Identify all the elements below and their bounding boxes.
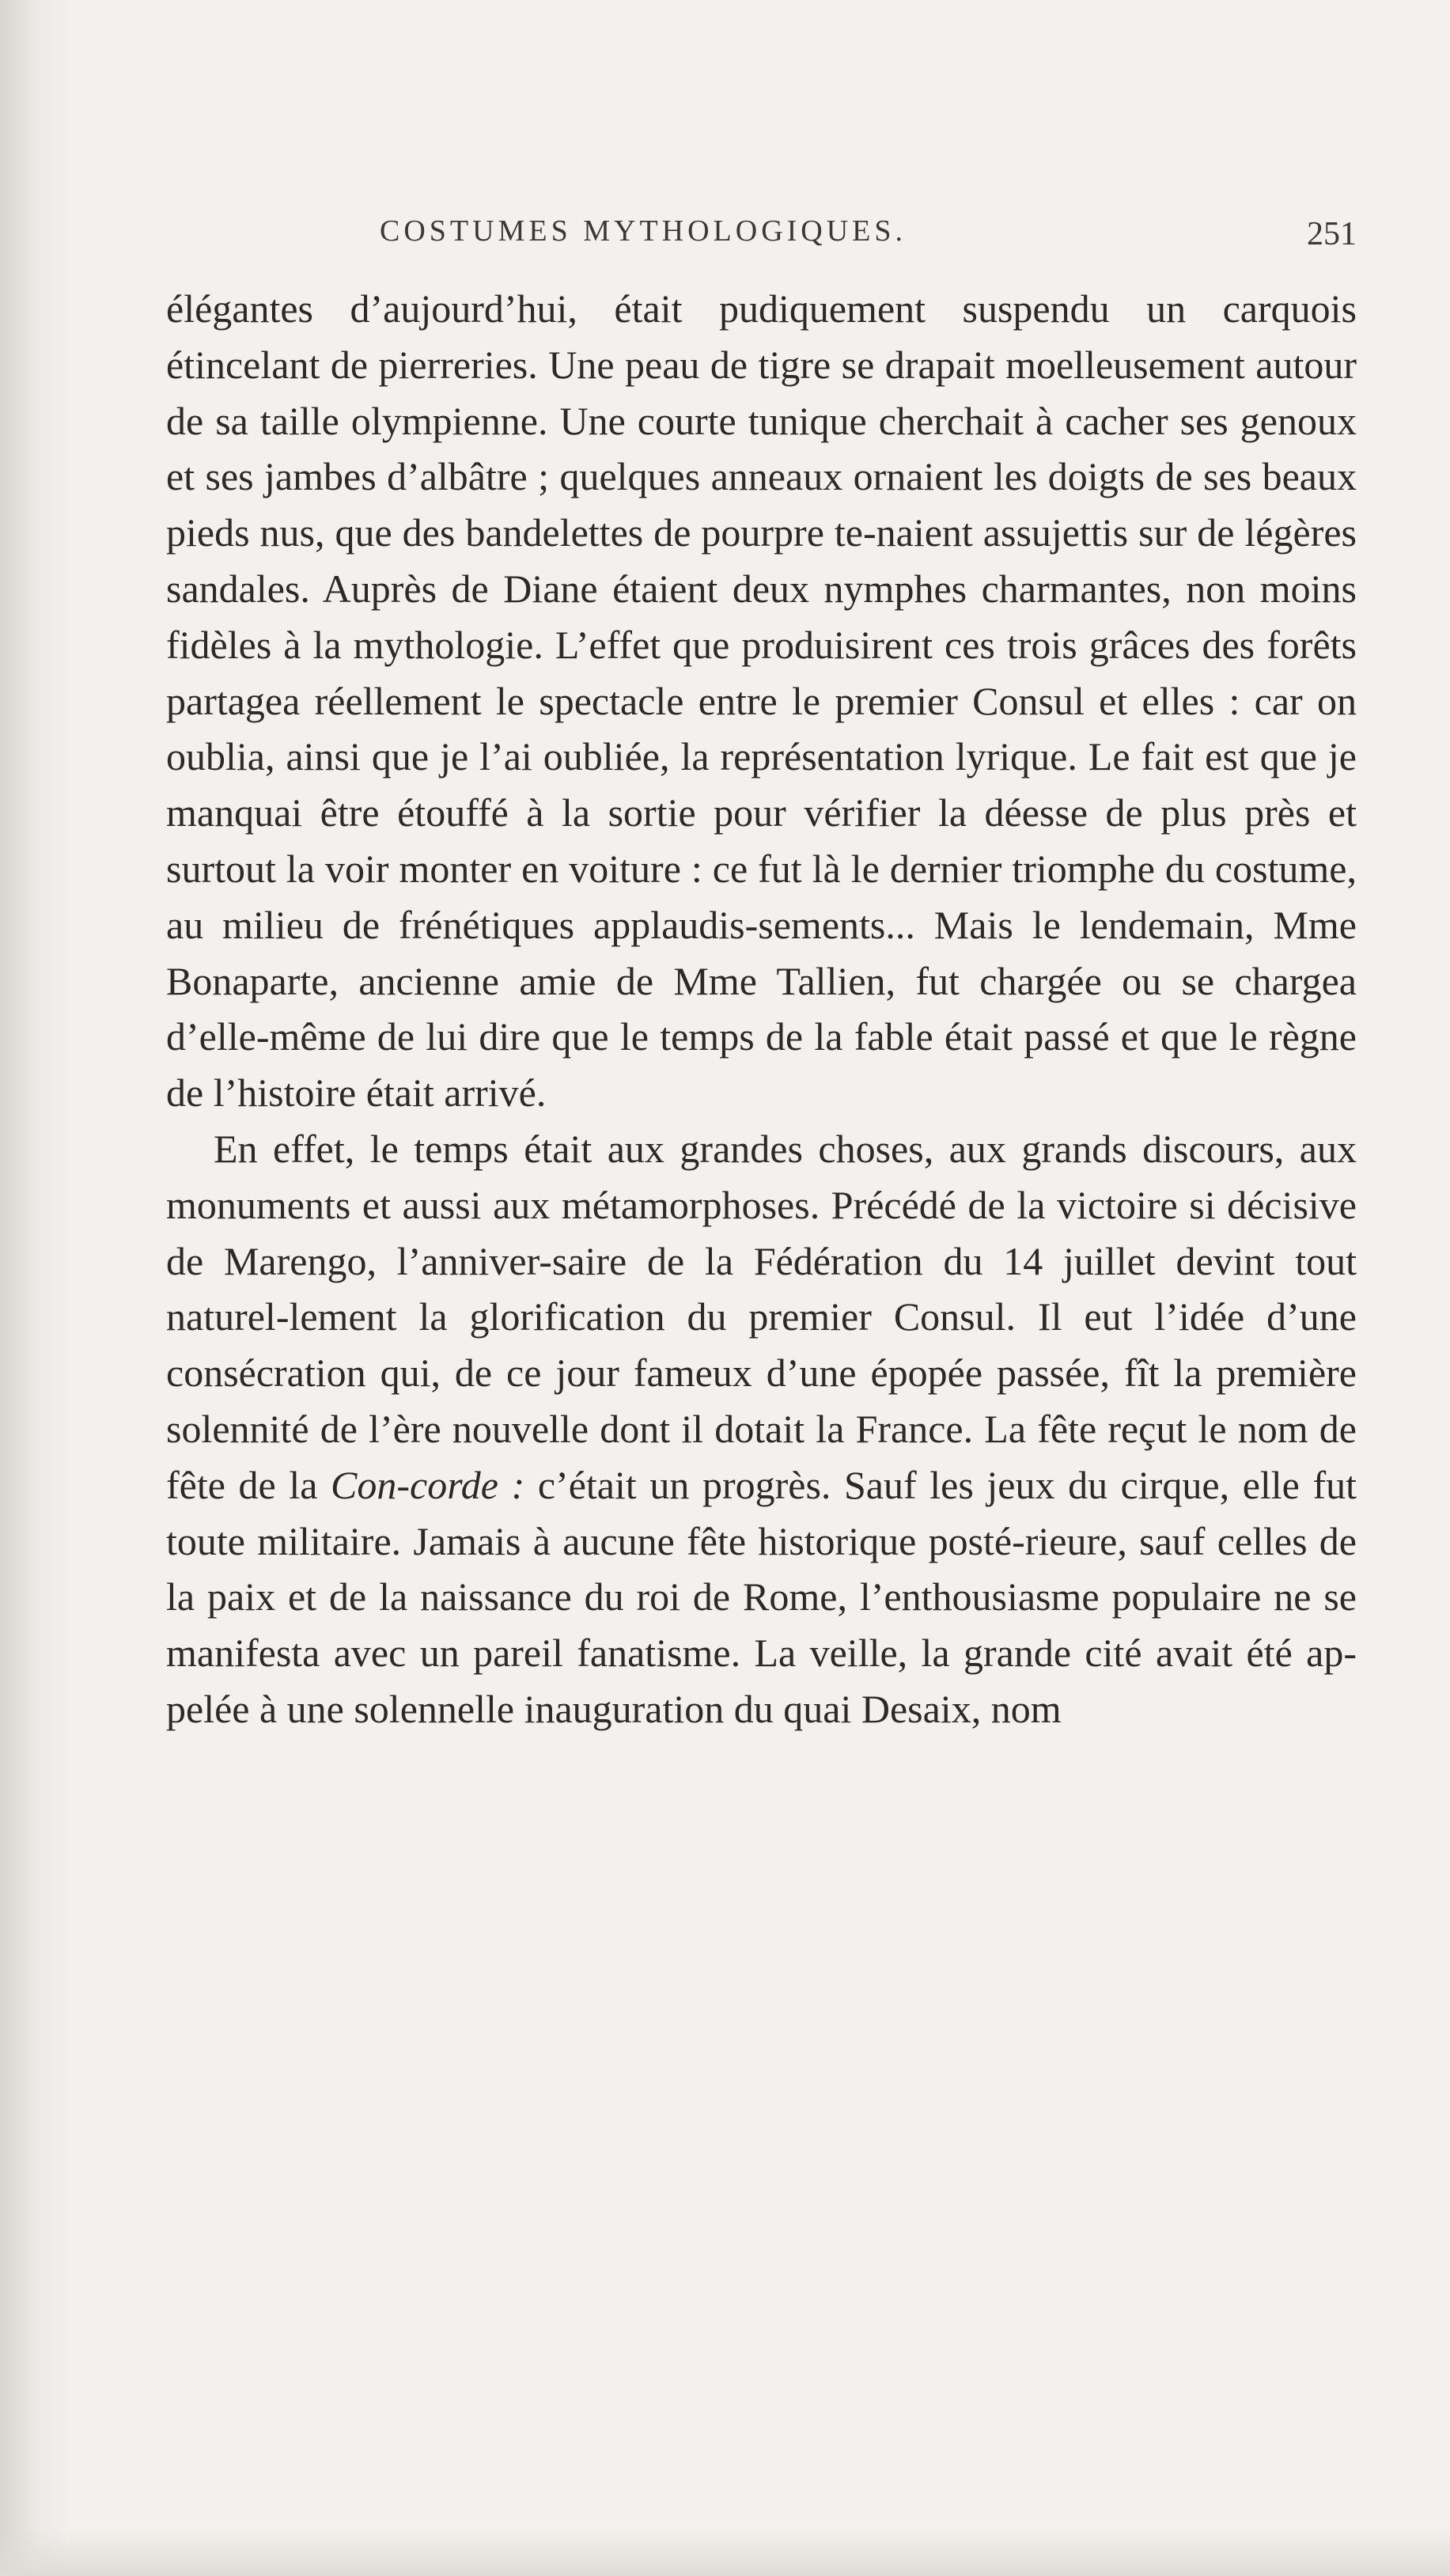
page-number: 251 (1307, 216, 1357, 252)
running-title: COSTUMES MYTHOLOGIQUES. (380, 214, 907, 248)
body-text (166, 281, 1357, 1737)
running-head (166, 214, 1357, 261)
paragraph-2-italic-concorde: Con-corde : (331, 1462, 525, 1507)
page-edge-shadow (0, 0, 71, 2576)
paragraph-2-part-1: En effet, le temps était aux grandes choses, aux grands discours, aux monuments et aussi aux métamorphoses. Précédé de la victoire si décisive de Marengo, l’anniver-saire de la Fédération du 14 juillet devint tout naturel-lement la glorification du premier Consul. Il eut l’idée d’une consécration qui, de ce jour fameux d’une épopée passée, fît la première solennité de l’ère nouvelle dont il dotait la France. La fête reçut le nom de fête de la (166, 1126, 1357, 1507)
paragraph-1: élégantes d’aujourd’hui, était pudiquement suspendu un carquois étincelant de pierreries. Une peau de tigre se drapait moelleusement autour de sa taille olympienne. Une courte tunique cherchait à cacher ses genoux et ses jambes d’albâtre ; quelques anneaux ornaient les doigts de ses beaux pieds nus, que des bandelettes de pourpre te-naient assujettis sur de légères sandales. Auprès de Diane étaient deux nymphes charmantes, non moins fidèles à la mythologie. L’effet que produisirent ces trois grâces des forêts partagea réellement le spectacle entre le premier Consul et elles : car on oublia, ainsi que je l’ai oubliée, la représentation lyrique. Le fait est que je manquai être étouffé à la sortie pour vérifier la déesse de plus près et surtout la voir monter en voiture : ce fut là le dernier triomphe du costume, au milieu de frénétiques applaudis-sements... Mais le lendemain, Mme Bonaparte, ancienne amie de Mme Tallien, fut chargée ou se chargea d’elle-même de lui dire que le temps de la fable était passé et que le règne de l’histoire était arrivé. (166, 286, 1357, 1116)
paragraph-2 (166, 1121, 1357, 1737)
page-bottom-shadow (0, 2529, 1450, 2576)
paragraph-2-part-2: c’était un progrès. Sauf les jeux du cirque, elle fut toute militaire. Jamais à aucune fête historique posté-rieure, sauf celles de la paix et de la naissance du roi de Rome, l’enthousiasme populaire ne se manifesta avec un pareil fanatisme. La veille, la grande cité avait été ap-pelée à une solennelle inauguration du quai Desaix, nom (166, 1462, 1357, 1731)
